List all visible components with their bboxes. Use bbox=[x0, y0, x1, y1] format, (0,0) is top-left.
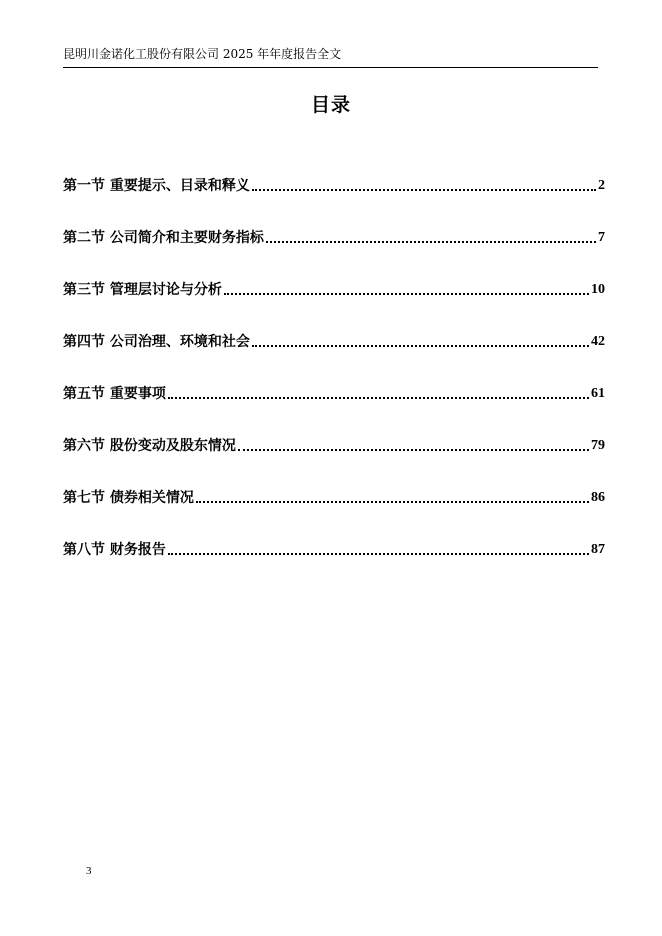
toc-entry-page: 42 bbox=[591, 334, 605, 349]
toc-entry-section-7[interactable] bbox=[63, 488, 605, 540]
toc-entry-section-3[interactable] bbox=[63, 280, 605, 332]
toc-entry-label: 第七节 债券相关情况 bbox=[63, 490, 194, 506]
toc-list bbox=[63, 176, 605, 592]
toc-entry-page: 61 bbox=[591, 386, 605, 401]
toc-entry-page: 86 bbox=[591, 490, 605, 505]
toc-entry-label: 第四节 公司治理、环境和社会 bbox=[63, 334, 250, 350]
toc-entry-label: 第五节 重要事项 bbox=[63, 386, 166, 402]
toc-dot-leader bbox=[168, 396, 589, 399]
toc-entry-page: 79 bbox=[591, 438, 605, 453]
toc-entry-section-4[interactable] bbox=[63, 332, 605, 384]
toc-entry-label: 第六节 股份变动及股东情况 bbox=[63, 438, 236, 454]
toc-dot-leader bbox=[266, 240, 596, 243]
page-header bbox=[63, 47, 598, 68]
toc-dot-leader bbox=[196, 500, 589, 503]
toc-entry-section-6[interactable] bbox=[63, 436, 605, 488]
toc-entry-page: 10 bbox=[591, 282, 605, 297]
toc-dot-leader bbox=[252, 344, 589, 347]
toc-entry-label: 第三节 管理层讨论与分析 bbox=[63, 282, 222, 298]
running-header-title: 昆明川金诺化工股份有限公司 2025 年年度报告全文 bbox=[63, 47, 342, 61]
toc-entry-page: 87 bbox=[591, 542, 605, 557]
toc-entry-section-8[interactable] bbox=[63, 540, 605, 592]
toc-entry-page: 7 bbox=[598, 230, 605, 245]
toc-dot-leader bbox=[252, 188, 596, 191]
toc-entry-label: 第一节 重要提示、目录和释义 bbox=[63, 178, 250, 194]
toc-entry-section-2[interactable] bbox=[63, 228, 605, 280]
toc-dot-leader bbox=[168, 552, 589, 555]
page-number: 3 bbox=[86, 865, 92, 877]
toc-entry-label: 第八节 财务报告 bbox=[63, 542, 166, 558]
toc-entry-page: 2 bbox=[598, 178, 605, 193]
toc-entry-section-5[interactable] bbox=[63, 384, 605, 436]
toc-entry-section-1[interactable] bbox=[63, 176, 605, 228]
toc-dot-leader bbox=[238, 448, 589, 451]
toc-title: 目录 bbox=[310, 94, 351, 116]
toc-dot-leader bbox=[224, 292, 589, 295]
toc-entry-label: 第二节 公司简介和主要财务指标 bbox=[63, 230, 264, 246]
